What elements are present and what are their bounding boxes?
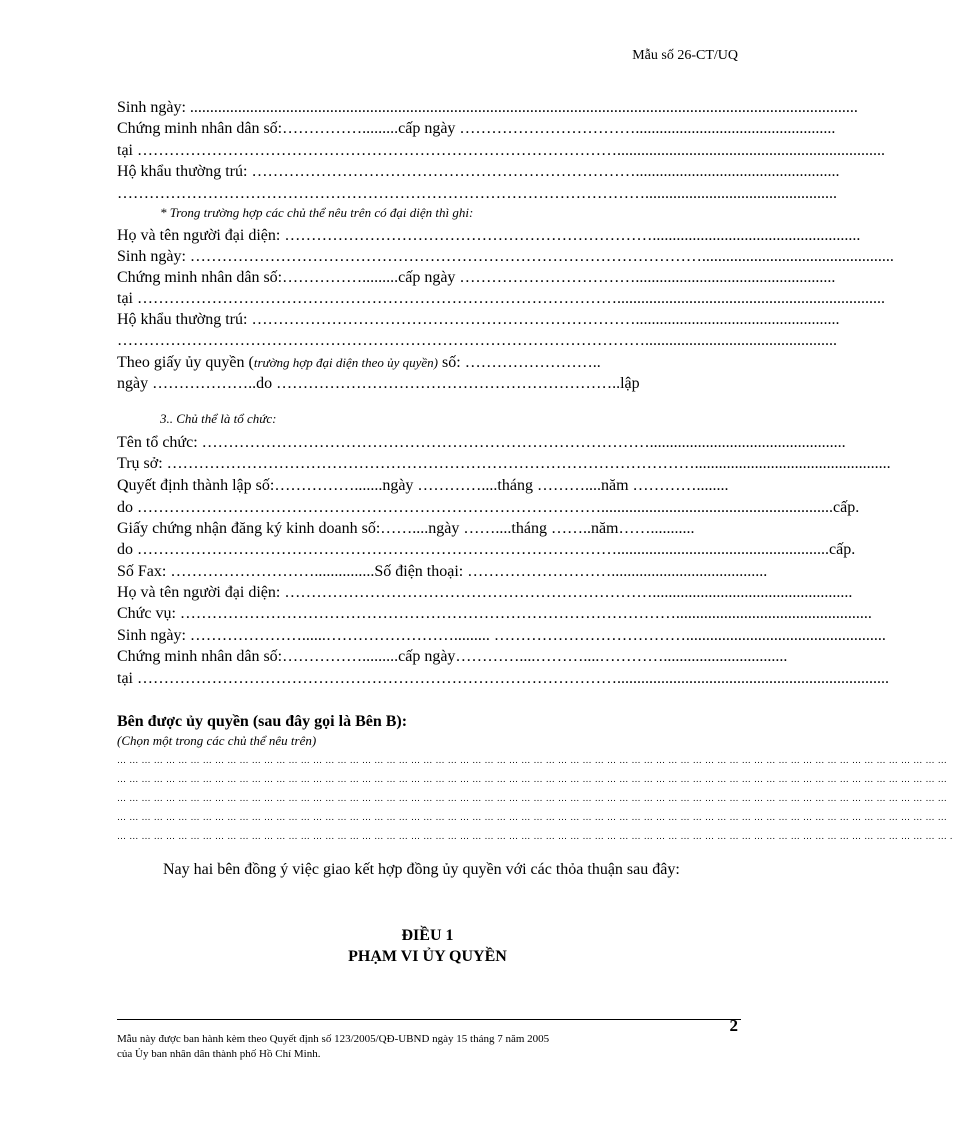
field-residence: Hộ khẩu thường trú: ………………………………………………………………................................................... [117, 163, 840, 180]
page-number: 2 [729, 1016, 738, 1035]
field-rep-residence-cont: ………………………………………………………………………………………................................................ [117, 332, 837, 349]
authorization-prefix: Theo giấy ủy quyền ( [117, 354, 254, 371]
field-org-dob: Sinh ngày: …………………......……………………......... ……………………………….................................................. [117, 627, 886, 644]
field-issued-at: tại ………………………………………………………………………………................................................................... [117, 142, 885, 159]
party-b-hint: (Chọn một trong các chủ thể nêu trên) [117, 733, 317, 748]
field-rep-id-card: Chứng minh nhân dân số:…………….........cấp ngày …………………………….................................................. [117, 269, 836, 286]
party-b-heading: Bên được ủy quyền (sau đây gọi là Bên B): [117, 713, 408, 730]
organization-heading: 3.. Chủ thể là tổ chức: [160, 411, 277, 426]
field-fax-phone: Số Fax: ………………………...............Số điện thoại: ………………………....................................... [117, 563, 768, 580]
agreement-text: Nay hai bên đồng ý việc giao kết hợp đồng ủy quyền với các thỏa thuận sau đây: [163, 861, 680, 878]
footer-note-line-1: Mẫu này được ban hành kèm theo Quyết định số 123/2005/QĐ-UBND ngày 15 tháng 7 năm 2005 [117, 1033, 550, 1045]
field-rep-dob: Sinh ngày: ……………………………………………………………………………………................................................ [117, 248, 894, 265]
field-residence-cont: ………………………………………………………………………………………................................................ [117, 185, 837, 202]
field-business-cert: Giấy chứng nhận đăng ký kinh doanh số:……....ngày ……....tháng ……..năm……........... [117, 520, 695, 537]
field-org-issued-at: tại ……………………………………………………………………………….................................................................... [117, 670, 889, 687]
party-b-dot-line: … … … … … … … … … … … … … … … … … … … … … … … … … … … … … … … … … … … … … … … … … … … … … … … … … … … … … … … … … … … … … … … … … … … … [117, 793, 948, 803]
party-b-dot-line: … … … … … … … … … … … … … … … … … … … … … … … … … … … … … … … … … … … … … … … … … … … … … … … … … … … … … … … … … … … … … … … … … … … … . [117, 831, 953, 841]
field-rep-residence: Hộ khẩu thường trú: ………………………………………………………………................................................... [117, 311, 840, 328]
representative-note: * Trong trường hợp các chủ thể nêu trên có đại diện thì ghi: [160, 205, 474, 220]
party-b-dot-line: … … … … … … … … … … … … … … … … … … … … … … … … … … … … … … … … … … … … … … … … … … … … … … … … … … … … … … … … … … … … … … … … … … … … [117, 755, 948, 765]
article-title: PHẠM VI ỦY QUYỀN [348, 948, 507, 965]
field-rep-issued-at: tại ………………………………………………………………………………................................................................... [117, 290, 885, 307]
footer-note-line-2: của Ủy ban nhân dân thành phố Hồ Chí Minh. [117, 1048, 321, 1060]
field-decision: Quyết định thành lập số:…………….......ngày …………....tháng ………....năm …………........ [117, 477, 729, 494]
field-business-cert-by: do ……………………………………………………………………………….....................................................cấp. [117, 541, 856, 558]
footer-divider [117, 1019, 741, 1020]
field-org-name: Tên tổ chức: …………………………………………………………………………................................................. [117, 434, 846, 451]
field-headquarters: Trụ sở: ………………………………………………………………………………………................................................. [117, 455, 891, 472]
party-b-dot-line: … … … … … … … … … … … … … … … … … … … … … … … … … … … … … … … … … … … … … … … … … … … … … … … … … … … … … … … … … … … … … … … … … … … … [117, 774, 948, 784]
field-dob: Sinh ngày: ....................................................................................................................................................................... [117, 99, 858, 116]
field-decision-by: do ……………………………………………………………………………..........................................................cấp. [117, 499, 860, 516]
authorization-line-2: ngày ………………..do ………………………………………………………..lập [117, 375, 640, 392]
authorization-line-1 [117, 352, 738, 373]
authorization-note: trường hợp đại diện theo ủy quyền) [253, 355, 439, 370]
field-org-rep-name: Họ và tên người đại diện: …………………………………………………………….................................................. [117, 584, 853, 601]
authorization-suffix: số: …………………….. [438, 354, 601, 371]
field-id-card: Chứng minh nhân dân số:…………….........cấp ngày …………………………….................................................. [117, 120, 836, 137]
form-code: Mẫu số 26-CT/UQ [632, 48, 738, 63]
party-b-dot-line: … … … … … … … … … … … … … … … … … … … … … … … … … … … … … … … … … … … … … … … … … … … … … … … … … … … … … … … … … … … … … … … … … … … … [117, 812, 948, 822]
field-rep-name: Họ và tên người đại diện: …………………………………………………………….................................................... [117, 227, 861, 244]
field-org-id-card: Chứng minh nhân dân số:…………….........cấp ngày…………....………....…………............................... [117, 648, 788, 665]
field-position: Chức vụ: …………………………………………………………………………………................................................. [117, 605, 872, 622]
footer-note [117, 1032, 549, 1062]
article-number: ĐIỀU 1 [401, 927, 454, 944]
